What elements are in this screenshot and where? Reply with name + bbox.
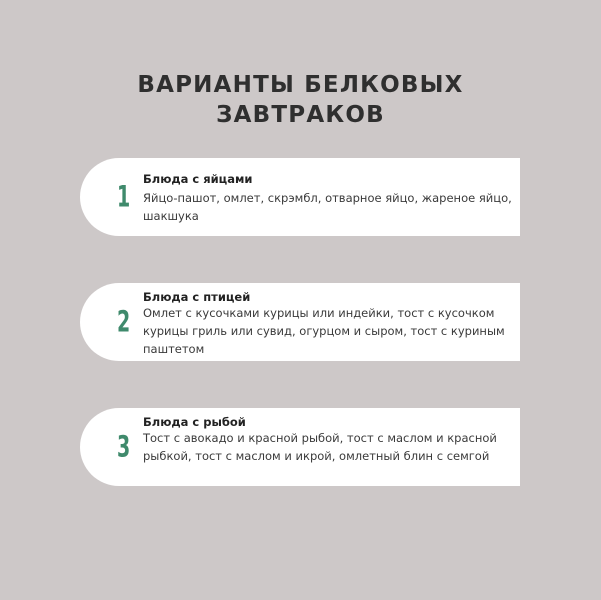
option-description: Тост с авокадо и красной рыбой, тост с маслом и красной рыбкой, тост с маслом и икрой, омлетный блин с семгой	[143, 431, 497, 463]
option-description: Яйцо-пашот, омлет, скрэмбл, отварное яйцо, жареное яйцо, шакшука	[143, 191, 512, 223]
option-number: 3	[117, 429, 131, 465]
option-description: Омлет с кусочками курицы или индейки, тост с кусочком курицы гриль или сувид, огурцом и сыром, тост с куриным паштетом	[143, 306, 505, 356]
page-title	[0, 70, 601, 130]
page-title-line-2: ЗАВТРАКОВ	[216, 102, 385, 129]
breakfast-option-card-eggs	[80, 158, 520, 236]
option-heading: Блюда с яйцами	[143, 172, 253, 186]
option-number: 2	[117, 304, 131, 340]
option-heading: Блюда с рыбой	[143, 415, 246, 429]
option-number: 1	[117, 179, 131, 215]
breakfast-option-card-poultry	[80, 283, 520, 361]
page-title-line-1: ВАРИАНТЫ БЕЛКОВЫХ	[137, 72, 464, 99]
option-heading: Блюда с птицей	[143, 290, 251, 304]
breakfast-option-card-fish	[80, 408, 520, 486]
